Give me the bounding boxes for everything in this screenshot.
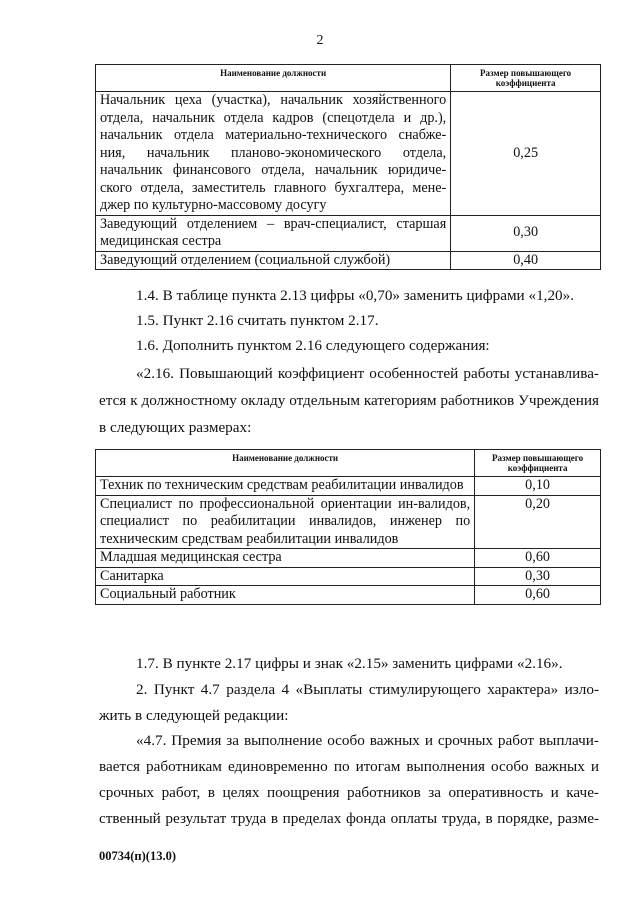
paragraph-1-7: 1.7. В пункте 2.17 цифры и знак «2.15» заменить цифрами «2.16». (136, 655, 563, 672)
paragraph-1-5: 1.5. Пункт 2.16 считать пунктом 2.17. (136, 312, 379, 329)
paragraph-2: 2. Пункт 4.7 раздела 4 «Выплаты стимулирующего характера» изло-жить в следующей редакции: (99, 681, 599, 724)
table-header-row (96, 450, 601, 477)
coefficient-cell: 0,60 (475, 586, 601, 605)
position-cell: Специалист по профессиональной ориентации ин-валидов, специалист по реабилитации инвалидов, инженер по техническим средствам реабилитации инвалидов (96, 495, 475, 549)
position-cell: Заведующий отделением (социальной службой) (96, 251, 451, 270)
page-number: 2 (316, 33, 324, 48)
coefficient-cell: 0,20 (475, 495, 601, 549)
paragraph-4-7: «4.7. Премия за выполнение особо важных и срочных работ выплачи-вается работникам единовременно по итогам выполнения особо важных и срочных работ, в целях поощрения работников за оперативность и каче-ственный результат труда в пределах фонда оплаты труда, в порядке, разме- (99, 732, 599, 827)
coefficient-cell: 0,30 (451, 215, 601, 251)
coefficient-cell: 0,40 (451, 251, 601, 270)
table-header-row (96, 65, 601, 92)
position-cell: Заведующий отделением – врач-специалист, старшая медицинская сестра (96, 215, 451, 251)
table-row (96, 586, 601, 605)
table-row (96, 549, 601, 568)
column-header-coefficient: Размер повышающего коэффициента (451, 65, 601, 92)
column-header-coefficient: Размер повышающего коэффициента (475, 450, 601, 477)
position-cell: Начальник цеха (участка), начальник хозяйственного отдела, начальник отдела кадров (спецотдела и др.), начальник отдела материально-технического снабже-ния, начальник планово-экономического отдела, начальник финансового отдела, начальник юридиче-ского отдела, заместитель главного бухгалтера, мене-джер по культурно-массовому досугу (96, 92, 451, 216)
table-row (96, 477, 601, 496)
coefficient-cell: 0,10 (475, 477, 601, 496)
coefficient-cell: 0,30 (475, 567, 601, 586)
coefficient-cell: 0,60 (475, 549, 601, 568)
table-row (96, 251, 601, 270)
paragraph-2-16: «2.16. Повышающий коэффициент особенностей работы устанавлива-ется к должностному окладу отдельным категориям работников Учреждения в следующих размерах: (99, 365, 599, 436)
column-header-position: Наименование должности (96, 65, 451, 92)
table-row (96, 495, 601, 549)
table-row (96, 92, 601, 216)
coefficient-table-1 (95, 64, 601, 270)
position-cell: Техник по техническим средствам реабилитации инвалидов (96, 477, 475, 496)
paragraph-1-4: 1.4. В таблице пункта 2.13 цифры «0,70» заменить цифрами «1,20». (136, 287, 575, 304)
table-row (96, 567, 601, 586)
document-code: 00734(п)(13.0) (99, 849, 176, 863)
paragraph-1-6: 1.6. Дополнить пунктом 2.16 следующего содержания: (136, 337, 490, 354)
coefficient-table-2 (95, 449, 601, 605)
position-cell: Санитарка (96, 567, 475, 586)
column-header-position: Наименование должности (96, 450, 475, 477)
position-cell: Социальный работник (96, 586, 475, 605)
coefficient-cell: 0,25 (451, 92, 601, 216)
position-cell: Младшая медицинская сестра (96, 549, 475, 568)
table-row (96, 215, 601, 251)
